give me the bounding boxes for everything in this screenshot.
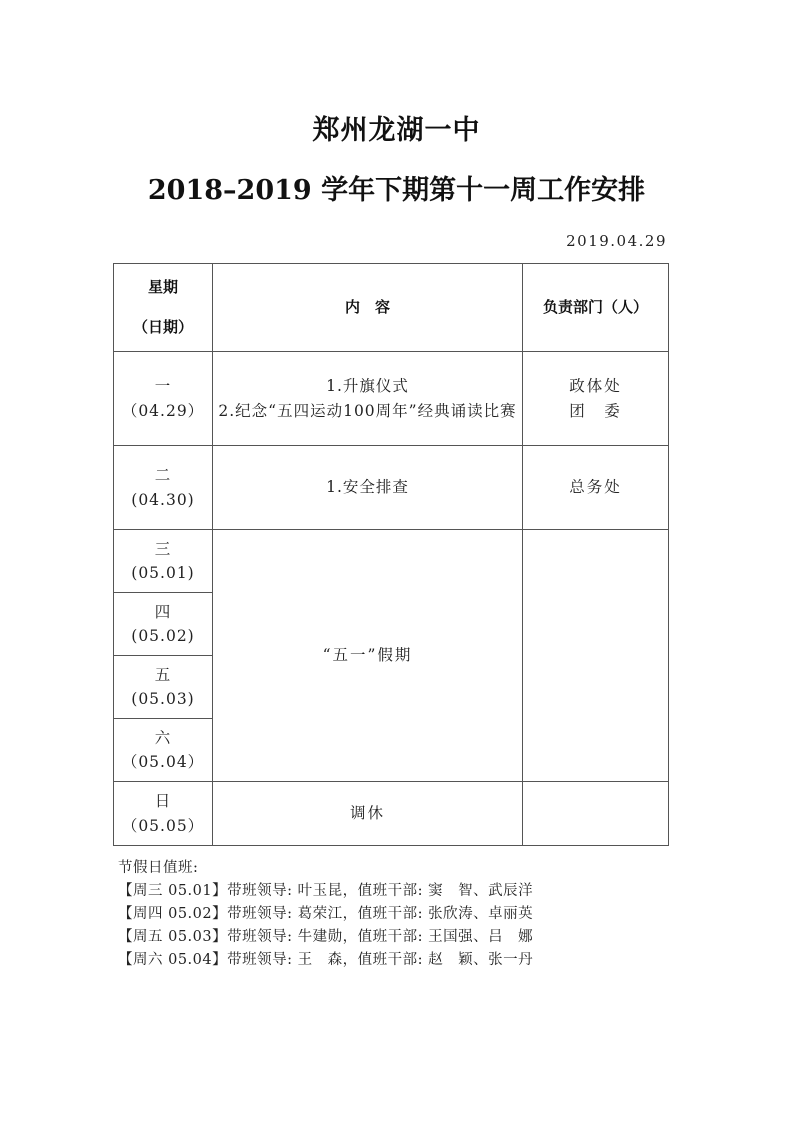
school-name: 郑州龙湖一中 bbox=[312, 115, 481, 146]
duty-line: 【周四 05.02】带班领导: 葛荣江，值班干部: 张欣涛、卓丽英 bbox=[118, 906, 534, 922]
duty-line: 【周三 05.01】带班领导: 叶玉昆，值班干部: 窦 智、武辰洋 bbox=[118, 883, 534, 899]
table-row bbox=[114, 352, 669, 446]
table-row bbox=[114, 530, 669, 593]
header-day bbox=[114, 264, 213, 352]
duty-heading: 节假日值班: bbox=[118, 860, 199, 876]
duty-line: 【周五 05.03】带班领导: 牛建勋，值班干部: 王国强、吕 娜 bbox=[118, 929, 534, 945]
content-item: 1.安全排查 bbox=[326, 478, 409, 497]
day-date: (05.01) bbox=[131, 564, 195, 582]
day-date: (04.30) bbox=[131, 490, 195, 509]
table-header-row bbox=[114, 264, 669, 352]
day-name: 四 bbox=[154, 602, 172, 621]
header-day-line2: （日期） bbox=[132, 317, 193, 336]
header-content: 内 容 bbox=[213, 264, 523, 352]
dept-name bbox=[523, 782, 669, 846]
holiday-duty-section bbox=[118, 857, 533, 972]
holiday-content: “五一”假期 bbox=[213, 530, 523, 782]
document-date: 2019.04.29 bbox=[566, 232, 667, 250]
schedule-table bbox=[113, 263, 669, 846]
dept-name: 团 委 bbox=[569, 401, 622, 420]
table-row bbox=[114, 782, 669, 846]
content-item: 2.纪念“五四运动100周年”经典诵读比赛 bbox=[218, 401, 517, 420]
day-name: 三 bbox=[154, 539, 172, 558]
content-item: 1.升旗仪式 bbox=[326, 377, 409, 396]
day-name: 五 bbox=[154, 665, 172, 684]
duty-line: 【周六 05.04】带班领导: 王 森，值班干部: 赵 颖、张一丹 bbox=[118, 952, 534, 968]
holiday-dept bbox=[523, 530, 669, 782]
day-name: 二 bbox=[154, 466, 172, 485]
day-date: (05.02) bbox=[131, 627, 195, 645]
day-date: （04.29） bbox=[121, 401, 205, 420]
day-name: 六 bbox=[154, 728, 172, 747]
day-name: 一 bbox=[154, 377, 172, 396]
dept-name: 总务处 bbox=[569, 478, 622, 497]
content-item: 调休 bbox=[213, 782, 523, 846]
header-day-line1: 星期 bbox=[147, 278, 178, 297]
dept-name: 政体处 bbox=[569, 377, 622, 396]
day-date: （05.05） bbox=[121, 816, 205, 835]
day-date: （05.04） bbox=[121, 753, 205, 771]
day-name: 日 bbox=[154, 792, 172, 811]
day-date: (05.03) bbox=[131, 690, 195, 708]
table-row bbox=[114, 446, 669, 530]
document-title: 2018–2019 学年下期第十一周工作安排 bbox=[147, 175, 646, 206]
header-dept: 负责部门（人） bbox=[523, 264, 669, 352]
